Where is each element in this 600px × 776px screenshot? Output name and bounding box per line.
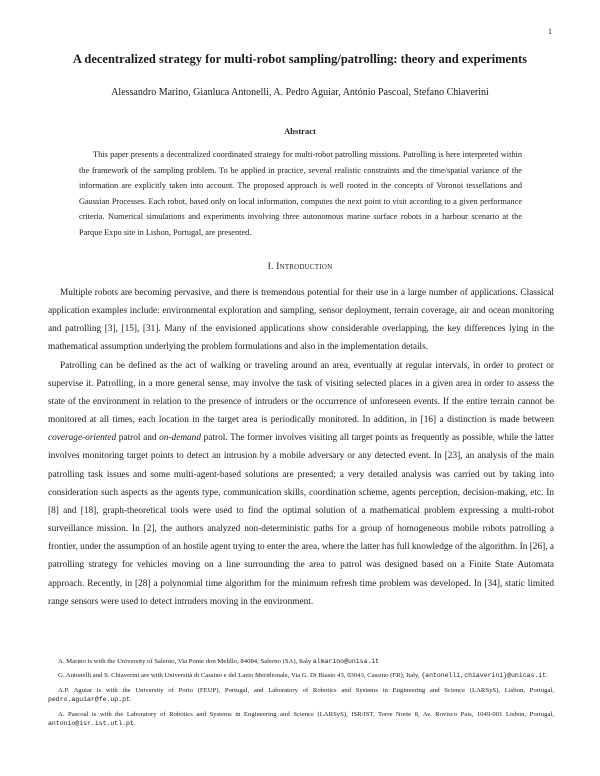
author-list: Alessandro Marino, Gianluca Antonelli, A. Pedro Aguiar, António Pascoal, Stefano Chiaverini bbox=[111, 87, 489, 98]
section-heading bbox=[40, 262, 560, 272]
footnote-aguiar bbox=[48, 686, 554, 705]
paragraph-2-part-c: patrol. The former involves visiting all target points as frequently as possible, while the latter involves monitoring target points to detect an intrusion by a mobile adversary or any detected event. In [23], an analysis of the main patrolling task issues and some multi-agent-based solutions are presented; a very detailed analysis was carried out by taking into consideration such aspects as the agents type, communication skills, coordination scheme, agents perception, decision-making, etc. In [8] and [18], graph-theoretical tools were used to find the optimal solution of a mathematical problem expressing a multi-robot surveillance mission. In [2], the authors analyzed non-deterministic paths for a group of homogeneous mobile robots patrolling a frontier, under the assumption of an hostile agent trying to enter the area, where the latter has full knowledge of the algorithm. In [26], a patrolling strategy for vehicles moving on a line surrounding the area to patrol was designed based on a Finite State Automata approach. Recently, in [28] a polynomial time algorithm for the minimum refresh time problem was developed. In [34], static limited range sensors were used to detect intruders moving in the environment. bbox=[48, 433, 554, 607]
page-number: 1 bbox=[548, 27, 552, 36]
abstract-text: This paper presents a decentralized coordinated strategy for multi-robot patrolling missions. Patrolling is here interpreted within the framework of the sampling problem. To be applied in practice, several realistic constraints and the time/spatial variance of the information are explicitly taken into account. The proposed approach is well rooted in the concepts of Voronoi tessellations and Gaussian Processes. Each robot, based only on local information, computes the next point to visit according to a given performance criteria. Numerical simulations and experiments involving three autonomous marine surface robots in a harbour scenario at the Parque Expo site in Lisbon, Portugal, are presented. bbox=[79, 150, 522, 237]
emphasis-on-demand: on-demand bbox=[159, 433, 201, 444]
footnote-marino-text: A. Marino is with the University of Salerno, Via Ponte don Melillo, 84084, Salerno (SA), Italy bbox=[58, 658, 313, 665]
section-title: Introduction bbox=[276, 262, 333, 272]
footnote-marino bbox=[48, 657, 554, 666]
section-number: I. bbox=[267, 262, 274, 272]
footnote-aguiar-text: A.P. Aguiar is with the University of Porto (FEUP), Portugal, and Laboratory of Robotics and Systems in Engineering and Science (LARSyS), Lisbon, Portugal, bbox=[58, 686, 554, 694]
footnote-pascoal-text: A. Pascoal is with the Laboratory of Robotics and Systems in Engineering and Science (LARSyS), ISR/IST, Torre Norte 8, Av. Rovisco Pais, 1049-001 Lisbon, Portugal, bbox=[58, 710, 554, 718]
footnote-pascoal-end: . bbox=[133, 720, 136, 728]
footnote-antonelli-end: . bbox=[546, 672, 548, 680]
footnote-aguiar-email: pedro.aguiar@fe.up.pt bbox=[48, 696, 130, 704]
footnote-antonelli-chiaverini bbox=[48, 671, 554, 680]
footnote-aguiar-end: . bbox=[129, 696, 132, 704]
footnote-pascoal-email: antonio@isr.ist.utl.pt bbox=[48, 720, 134, 728]
paragraph-2-part-a: Patrolling can be defined as the act of walking or traveling around an area, eventually at regular intervals, in order to protect or supervise it. Patrolling, in a more general sense, may involve the task of visiting selected places in a given area in order to assess the state of the environment in relation to the presence of intruders or the occurrence of unforeseen events. If the entire terrain cannot be monitored at all times, each location in the target area is periodically monitored. In addition, in [16] a distinction is made between bbox=[48, 360, 554, 426]
emphasis-coverage-oriented: coverage-oriented bbox=[48, 433, 117, 444]
paragraph-1: Multiple robots are becoming pervasive, and there is tremendous potential for their use in a large number of applications. Classical application examples include: environmental exploration and sampling, sensor deployment, terrain coverage, air and ocean monitoring and patrolling [3], [15], [31]. Many of the envisioned applications show considerable overlapping, the key differences lying in the mathematical assumption underlying the problem formulations and also in the implementation details. bbox=[48, 288, 554, 353]
paper-title: A decentralized strategy for multi-robot sampling/patrolling: theory and experiments bbox=[72, 52, 528, 66]
abstract-body bbox=[79, 147, 522, 241]
body-text bbox=[48, 284, 554, 611]
paragraph-2 bbox=[48, 357, 554, 611]
footnote-antonelli-email: {antonelli,chiaverini}@unicas.it bbox=[421, 672, 547, 680]
footnotes bbox=[48, 657, 554, 733]
paragraph-2-part-b: patrol and bbox=[116, 433, 160, 444]
footnote-antonelli-text: G. Antonelli and S. Chiaverini are with Università di Cassino e del Lazio Meridionale, Via G. Di Biasio 43, 03043, Cassino (FR), Italy, bbox=[58, 672, 422, 680]
footnote-marino-email: almarino@unisa.it bbox=[312, 658, 380, 665]
footnote-pascoal bbox=[48, 710, 554, 729]
abstract-heading: Abstract bbox=[284, 126, 316, 136]
